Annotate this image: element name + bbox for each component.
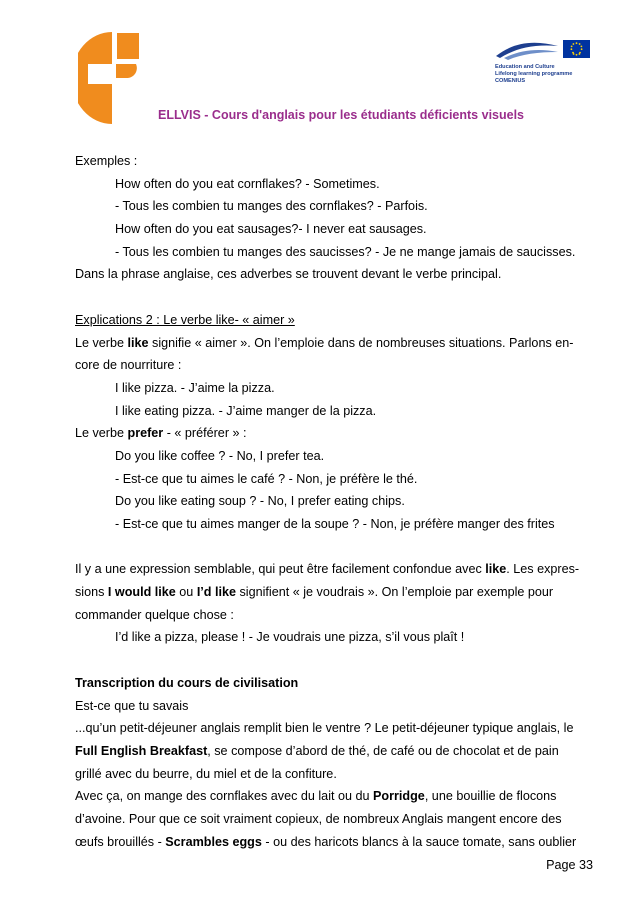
text-run: ou (175, 585, 197, 600)
text-run: , se compose d’abord de thé, de café ou de chocolat et de pain (207, 743, 559, 758)
spacer (75, 536, 595, 559)
text-line (75, 422, 595, 445)
bold-term: prefer (127, 426, 164, 441)
eu-line-1: Education and Culture (495, 64, 555, 70)
text-run: signifie « aimer ». On l’emploie dans de nombreuses situations. Parlons en- (148, 335, 574, 350)
text-line: Exemples : (75, 154, 138, 168)
text-run: Il y a une expression semblable, qui peut être facilement confondue avec (75, 562, 486, 577)
spacer (75, 649, 595, 672)
text-line: Dans la phrase anglaise, ces adverbes se trouvent devant le verbe principal. (75, 267, 502, 282)
text-line: How often do you eat cornflakes? - Sometimes. (115, 176, 380, 191)
text-line (75, 831, 595, 854)
bold-term: Scrambles eggs (165, 834, 262, 849)
text-line: - Tous les combien tu manges des cornflakes? - Parfois. (115, 199, 428, 214)
bold-term: like (485, 562, 507, 577)
text-line: Est-ce que tu savais (75, 698, 189, 713)
text-line: core de nourriture : (75, 358, 182, 373)
section-heading: Explications 2 : Le verbe like- « aimer » (75, 312, 295, 327)
text-line: I like eating pizza. - J’aime manger de la pizza. (115, 403, 377, 418)
page-number: Page 33 (546, 858, 593, 872)
text-run: œufs brouillés - (75, 834, 166, 849)
text-line (75, 785, 595, 808)
text-line: commander quelque chose : (75, 607, 234, 622)
text-line: d’avoine. Pour que ce soit vraiment copieux, de nombreux Anglais mangent encore des (75, 811, 562, 826)
text-run: . Les expres- (506, 562, 580, 577)
text-run: - « préférer » : (163, 426, 247, 441)
text-run: , une bouillie de flocons (424, 789, 557, 804)
text-line: Do you like eating soup ? - No, I prefer eating chips. (115, 494, 405, 509)
text-line: Do you like coffee ? - No, I prefer tea. (115, 448, 325, 463)
text-run: Avec ça, on mange des cornflakes avec du lait ou du (75, 789, 374, 804)
text-line (75, 332, 595, 355)
text-line: grillé avec du beurre, du miel et de la confiture. (75, 766, 337, 781)
bold-term: I’d like (196, 585, 237, 600)
eu-swoosh-icon (494, 36, 560, 60)
text-run: Le verbe (75, 335, 128, 350)
eu-line-3: COMENIUS (495, 78, 526, 85)
bold-term: Full English Breakfast (75, 743, 208, 758)
text-line: ...qu’un petit-déjeuner anglais remplit bien le ventre ? Le petit-déjeuner typique anglais, le (75, 721, 574, 736)
eu-programme-text (495, 64, 572, 86)
text-line: I’d like a pizza, please ! - Je voudrais une pizza, s’il vous plaît ! (115, 630, 465, 645)
text-run: sions (75, 585, 108, 600)
header-title: ELLVIS - Cours d'anglais pour les étudiants déficients visuels (157, 108, 524, 122)
text-line (75, 558, 595, 581)
section-heading: Transcription du cours de civilisation (75, 675, 299, 690)
text-line: - Tous les combien tu manges des saucisses? - Je ne mange jamais de saucisses. (115, 244, 576, 259)
text-run: - ou des haricots blancs à la sauce tomate, sans oublier (261, 834, 577, 849)
bold-term: I would like (107, 585, 176, 600)
text-line: I like pizza. - J’aime la pizza. (115, 380, 275, 395)
body-text (75, 150, 595, 853)
text-line: - Est-ce que tu aimes manger de la soupe ? - Non, je préfère manger des frites (115, 517, 555, 531)
text-line: How often do you eat sausages?- I never eat sausages. (115, 222, 427, 237)
eu-line-2: Lifelong learning programme (495, 71, 573, 78)
text-line: - Est-ce que tu aimes le café ? - Non, je préfère le thé. (115, 471, 418, 486)
text-run: Le verbe (75, 426, 128, 441)
bold-term: like (127, 335, 149, 350)
eu-programme-logo (484, 36, 592, 100)
spacer (75, 286, 595, 309)
text-line (75, 740, 595, 763)
bold-term: Porridge (373, 789, 425, 804)
text-run: signifient « je voudrais ». On l’emploie par exemple pour (236, 585, 554, 600)
text-line (75, 581, 595, 604)
eu-flag-icon (563, 40, 590, 58)
